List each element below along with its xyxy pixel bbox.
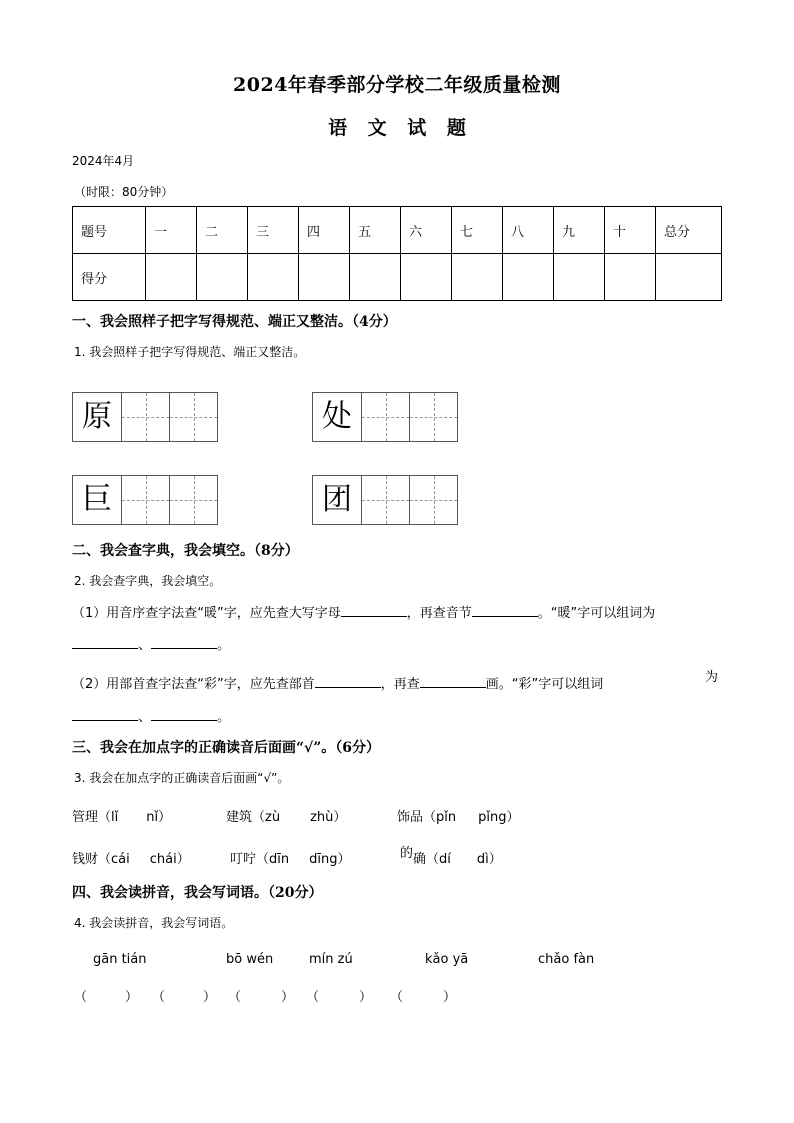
pinyin-prompt: chǎo fàn bbox=[538, 952, 595, 967]
writing-grid bbox=[312, 475, 458, 525]
q2-1-text: 。“暖”字可以组词为 bbox=[537, 606, 656, 621]
pinyin-option[interactable]: dīn bbox=[269, 852, 290, 867]
time-limit: （时限：80分钟） bbox=[74, 185, 174, 199]
q2-1-text: ，再查音节 bbox=[406, 606, 472, 621]
q2-2-text: 画。“彩”字可以组词 bbox=[485, 677, 604, 692]
question-4: 4. 我会读拼音，我会写词语。 bbox=[74, 916, 234, 930]
answer-blank[interactable] bbox=[472, 602, 538, 617]
model-character: 原 bbox=[82, 399, 112, 434]
question-1: 1. 我会照样子把字写得规范、端正又整洁。 bbox=[74, 345, 306, 359]
q2-2-text: ，再查 bbox=[380, 677, 420, 692]
q2-2-wei: 为 bbox=[705, 670, 719, 685]
q2-1-text: （1）用音序查字法查“暖”字，应先查大写字母 bbox=[72, 606, 341, 621]
answer-blank[interactable] bbox=[72, 634, 138, 649]
pinyin-option[interactable]: zhù） bbox=[310, 810, 347, 825]
answer-blank[interactable] bbox=[315, 673, 381, 688]
reading-word: 钱财（ bbox=[72, 852, 112, 867]
score-header-cell: 三 bbox=[248, 207, 299, 254]
score-header-cell: 五 bbox=[350, 207, 401, 254]
model-character-cell bbox=[313, 476, 361, 524]
question-2-1-words-line bbox=[72, 634, 230, 653]
score-cell[interactable] bbox=[554, 254, 605, 301]
score-cell[interactable] bbox=[656, 254, 722, 301]
separator: 、 bbox=[138, 638, 152, 653]
score-header-cell: 总分 bbox=[656, 207, 722, 254]
score-table bbox=[72, 206, 722, 301]
separator: 、 bbox=[138, 710, 152, 725]
answer-blank[interactable] bbox=[341, 602, 407, 617]
answer-blank[interactable] bbox=[151, 634, 217, 649]
section-3-heading: 三、我会在加点字的正确读音后面画“√”。（6分） bbox=[72, 740, 381, 756]
score-cell[interactable] bbox=[503, 254, 554, 301]
writing-grid bbox=[72, 392, 218, 442]
score-header-cell: 七 bbox=[452, 207, 503, 254]
paren-open: （ bbox=[74, 990, 88, 1005]
score-cell[interactable] bbox=[248, 254, 299, 301]
writing-cell[interactable] bbox=[361, 393, 409, 441]
paren-open: （ bbox=[152, 990, 166, 1005]
pinyin-prompt: gān tián bbox=[93, 952, 147, 967]
question-2: 2. 我会查字典，我会填空。 bbox=[74, 574, 222, 588]
answer-paren[interactable] bbox=[228, 986, 294, 1005]
section-4-heading: 四、我会读拼音，我会写词语。（20分） bbox=[72, 885, 323, 901]
writing-cell[interactable] bbox=[409, 476, 457, 524]
writing-cell[interactable] bbox=[169, 393, 217, 441]
paren-close: ） bbox=[359, 990, 373, 1005]
writing-cell[interactable] bbox=[361, 476, 409, 524]
paren-close: ） bbox=[281, 990, 295, 1005]
pinyin-prompt: kǎo yā bbox=[425, 952, 469, 967]
reading-item bbox=[72, 806, 171, 825]
pinyin-option[interactable]: zù bbox=[265, 810, 281, 825]
exam-subtitle: 语 文 试 题 bbox=[328, 117, 466, 139]
reading-word: 饰品（ bbox=[397, 810, 437, 825]
reading-word-top: 的 bbox=[400, 846, 414, 861]
section-1-heading: 一、我会照样子把字写得规范、端正又整洁。（4分） bbox=[72, 314, 397, 330]
paren-open: （ bbox=[390, 990, 404, 1005]
exam-date: 2024年4月 bbox=[72, 154, 135, 168]
pinyin-option[interactable]: dīng） bbox=[309, 852, 351, 867]
score-header-cell: 二 bbox=[197, 207, 248, 254]
score-header-cell: 一 bbox=[146, 207, 197, 254]
score-header-cell: 四 bbox=[299, 207, 350, 254]
reading-item bbox=[413, 848, 502, 867]
pinyin-prompt: mín zú bbox=[309, 952, 353, 967]
pinyin-option[interactable]: nǐ） bbox=[146, 810, 172, 825]
model-character: 巨 bbox=[82, 482, 112, 517]
writing-grid bbox=[312, 392, 458, 442]
reading-item bbox=[72, 848, 190, 867]
score-cell[interactable] bbox=[401, 254, 452, 301]
answer-blank[interactable] bbox=[72, 706, 138, 721]
score-cell[interactable] bbox=[299, 254, 350, 301]
reading-item bbox=[397, 806, 519, 825]
model-character-cell bbox=[73, 476, 121, 524]
pinyin-option[interactable]: dí bbox=[439, 852, 451, 867]
reading-word: 确（ bbox=[413, 852, 440, 867]
exam-title: 2024年春季部分学校二年级质量检测 bbox=[233, 74, 561, 96]
writing-cell[interactable] bbox=[169, 476, 217, 524]
score-table-score-row bbox=[73, 254, 722, 301]
answer-paren[interactable] bbox=[306, 986, 372, 1005]
q2-2-text: （2）用部首查字法查“彩”字，应先查部首 bbox=[72, 677, 315, 692]
score-table-header-row bbox=[73, 207, 722, 254]
answer-paren[interactable] bbox=[74, 986, 138, 1005]
paren-close: ） bbox=[203, 990, 217, 1005]
score-header-cell: 题号 bbox=[73, 207, 146, 254]
question-2-1-line bbox=[72, 602, 655, 621]
reading-word: 建筑（ bbox=[226, 810, 266, 825]
model-character-cell bbox=[73, 393, 121, 441]
end-mark: 。 bbox=[217, 638, 231, 653]
answer-paren[interactable] bbox=[390, 986, 456, 1005]
reading-word: 管理（ bbox=[72, 810, 112, 825]
score-cell[interactable] bbox=[605, 254, 656, 301]
score-header-cell: 八 bbox=[503, 207, 554, 254]
end-mark: 。 bbox=[217, 710, 231, 725]
writing-cell[interactable] bbox=[121, 393, 169, 441]
pinyin-prompt: bō wén bbox=[226, 952, 274, 967]
paren-open: （ bbox=[306, 990, 320, 1005]
answer-paren[interactable] bbox=[152, 986, 216, 1005]
paren-open: （ bbox=[228, 990, 242, 1005]
reading-item bbox=[226, 806, 346, 825]
score-header-cell: 九 bbox=[554, 207, 605, 254]
score-cell[interactable] bbox=[452, 254, 503, 301]
pinyin-option[interactable]: dì） bbox=[476, 852, 502, 867]
reading-item bbox=[230, 848, 350, 867]
model-character: 处 bbox=[322, 399, 352, 434]
paren-close: ） bbox=[125, 990, 139, 1005]
score-cell[interactable] bbox=[146, 254, 197, 301]
reading-word: 叮咛（ bbox=[230, 852, 270, 867]
paren-close: ） bbox=[443, 990, 457, 1005]
writing-cell[interactable] bbox=[409, 393, 457, 441]
model-character-cell bbox=[313, 393, 361, 441]
pinyin-option[interactable]: chái） bbox=[149, 852, 190, 867]
answer-blank[interactable] bbox=[420, 673, 486, 688]
score-cell[interactable] bbox=[350, 254, 401, 301]
answer-blank[interactable] bbox=[151, 706, 217, 721]
pinyin-option[interactable]: pǐn bbox=[436, 810, 457, 825]
score-header-cell: 六 bbox=[401, 207, 452, 254]
section-2-heading: 二、我会查字典，我会填空。（8分） bbox=[72, 543, 299, 559]
writing-grid bbox=[72, 475, 218, 525]
score-cell[interactable] bbox=[197, 254, 248, 301]
writing-cell[interactable] bbox=[121, 476, 169, 524]
pinyin-option[interactable]: cái bbox=[111, 852, 130, 867]
score-row-label: 得分 bbox=[73, 254, 146, 301]
model-character: 团 bbox=[322, 482, 352, 517]
question-2-2-words-line bbox=[72, 706, 230, 725]
question-2-2-line bbox=[72, 673, 603, 692]
pinyin-option[interactable]: pǐng） bbox=[478, 810, 520, 825]
question-3: 3. 我会在加点字的正确读音后面画“√”。 bbox=[74, 771, 290, 785]
pinyin-option[interactable]: lǐ bbox=[111, 810, 119, 825]
score-header-cell: 十 bbox=[605, 207, 656, 254]
